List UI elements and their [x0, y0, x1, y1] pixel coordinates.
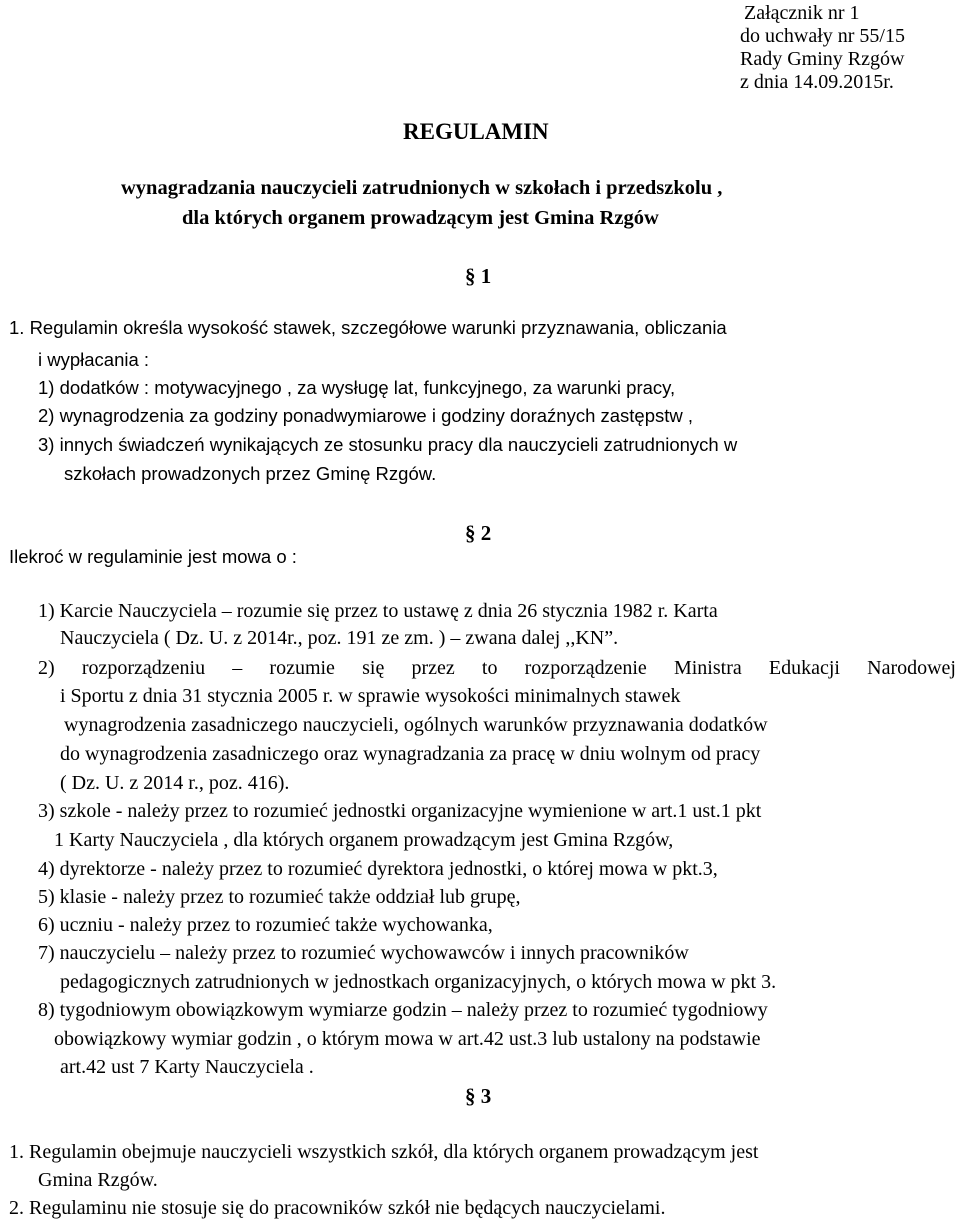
definition-line: 8) tygodniowym obowiązkowym wymiarze godzin – należy przez to rozumieć tygodniowy: [38, 999, 768, 1021]
definition-line: 3) szkole - należy przez to rozumieć jednostki organizacyjne wymienione w art.1 ust.1 pkt: [38, 800, 762, 822]
definition-line: 6) uczniu - należy przez to rozumieć także wychowanka,: [38, 914, 493, 936]
definition-line: wynagrodzenia zasadniczego nauczycieli, ogólnych warunków przyznawania dodatków: [64, 714, 768, 736]
attachment-number: Załącznik nr 1: [744, 2, 860, 24]
section-3-para-1-line-1: 1. Regulamin obejmuje nauczycieli wszystkich szkół, dla których organem prowadzącym jest: [9, 1141, 759, 1163]
definition-line: obowiązkowy wymiar godzin , o którym mowa w art.42 ust.3 lub ustalony na podstawie: [54, 1028, 761, 1050]
definition-line: 7) nauczycielu – należy przez to rozumieć wychowawców i innych pracowników: [38, 942, 689, 964]
definition-line: art.42 ust 7 Karty Nauczyciela .: [60, 1056, 314, 1078]
definition-line: Nauczyciela ( Dz. U. z 2014r., poz. 191 ze zm. ) – zwana dalej ,,KN”.: [60, 627, 619, 649]
resolution-date: z dnia 14.09.2015r.: [740, 71, 894, 93]
section-3-heading: § 3: [465, 1084, 492, 1108]
section-1-item-3-line-2: szkołach prowadzonych przez Gminę Rzgów.: [64, 463, 437, 484]
definition-line: 1) Karcie Nauczyciela – rozumie się przez to ustawę z dnia 26 stycznia 1982 r. Karta: [38, 600, 718, 622]
section-1-item-3-line-1: 3) innych świadczeń wynikających ze stosunku pracy dla nauczycieli zatrudnionych w: [38, 434, 738, 455]
section-2-intro: Ilekroć w regulaminie jest mowa o :: [9, 546, 297, 567]
council-name: Rady Gminy Rzgów: [740, 48, 905, 70]
section-1-item-2: 2) wynagrodzenia za godziny ponadwymiarowe i godziny doraźnych zastępstw ,: [38, 405, 694, 426]
definition-line: do wynagrodzenia zasadniczego oraz wynagradzania za pracę w dniu wolnym od pracy: [60, 743, 761, 765]
definition-line: 5) klasie - należy przez to rozumieć także oddział lub grupę,: [38, 886, 521, 908]
subtitle-line-1: wynagradzania nauczycieli zatrudnionych w szkołach i przedszkolu ,: [121, 177, 723, 199]
definition-line: ( Dz. U. z 2014 r., poz. 416).: [60, 772, 290, 794]
section-1-para-line-1: 1. Regulamin określa wysokość stawek, szczegółowe warunki przyznawania, obliczania: [9, 317, 727, 338]
section-1-para-line-2: i wypłacania :: [38, 349, 150, 370]
section-3-para-1-line-2: Gmina Rzgów.: [38, 1169, 158, 1191]
section-1-item-1: 1) dodatków : motywacyjnego , za wysługę lat, funkcyjnego, za warunki pracy,: [38, 377, 676, 398]
definition-line: 4) dyrektorze - należy przez to rozumieć dyrektora jednostki, o której mowa w pkt.3,: [38, 858, 718, 880]
section-2-heading: § 2: [465, 521, 492, 545]
resolution-number: do uchwały nr 55/15: [740, 25, 905, 47]
definition-line: 1 Karty Nauczyciela , dla których organem prowadzącym jest Gmina Rzgów,: [54, 829, 674, 851]
document-title: REGULAMIN: [403, 119, 549, 144]
section-3-para-2: 2. Regulaminu nie stosuje się do pracowników szkół nie będących nauczycielami.: [9, 1197, 666, 1219]
section-1-heading: § 1: [465, 264, 492, 288]
definition-line: i Sportu z dnia 31 stycznia 2005 r. w sprawie wysokości minimalnych stawek: [60, 685, 681, 707]
subtitle-line-2: dla których organem prowadzącym jest Gmina Rzgów: [182, 207, 659, 229]
definition-line: 2) rozporządzeniu – rozumie się przez to rozporządzenie Ministra Edukacji Narodowej: [38, 657, 956, 679]
definition-line: pedagogicznych zatrudnionych w jednostkach organizacyjnych, o których mowa w pkt 3.: [60, 971, 777, 993]
